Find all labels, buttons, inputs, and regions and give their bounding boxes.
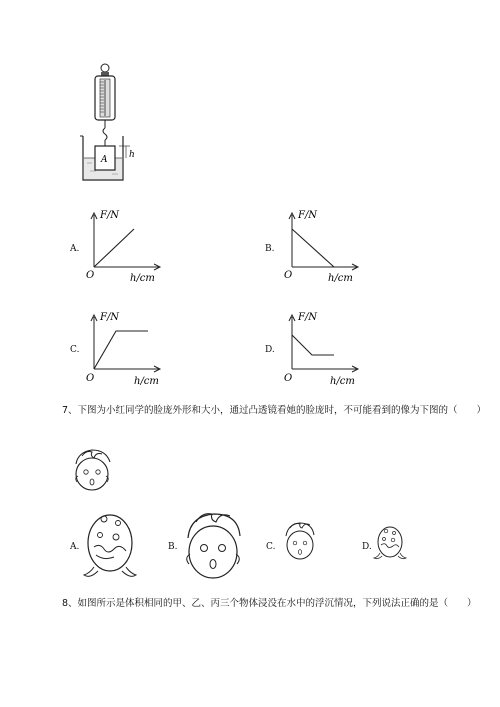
q7-option-c: C. (266, 542, 276, 552)
graph-b-y-label: F/N (298, 210, 318, 221)
graph-a-option: A. (70, 244, 80, 254)
reference-face-image (68, 446, 116, 494)
block-label: A (101, 155, 108, 165)
q7-face-a-image (78, 505, 142, 583)
graph-a-y-label: F/N (100, 210, 120, 221)
graph-c (86, 307, 166, 387)
q7-face-b-image (180, 508, 246, 584)
graph-a-x-label: h/cm (130, 273, 155, 284)
graph-b-origin: O (284, 270, 293, 281)
graph-a (86, 205, 166, 285)
q7-option-b: B. (168, 542, 178, 552)
graph-d-y-label: F/N (298, 312, 318, 323)
q7-option-d: D. (362, 542, 372, 552)
graph-c-y-label: F/N (100, 312, 120, 323)
q7-option-a: A. (70, 542, 80, 552)
graph-d-x-label: h/cm (330, 376, 355, 387)
graph-d (284, 307, 364, 387)
graph-b-option: B. (265, 244, 275, 254)
graph-c-option: C. (70, 345, 80, 355)
graph-a-origin: O (86, 270, 95, 281)
spring-scale-apparatus (78, 62, 138, 190)
graph-d-origin: O (284, 373, 293, 384)
graph-b (284, 205, 364, 285)
graph-c-x-label: h/cm (134, 376, 159, 387)
depth-label: h (129, 150, 135, 160)
q7-face-c-image (280, 520, 320, 564)
graph-d-option: D. (265, 345, 275, 355)
graph-c-origin: O (86, 373, 95, 384)
question-7-text: 7、下图为小红同学的脸庞外形和大小，通过凸透镜看她的脸庞时，不可能看到的像为下图的（ ） (62, 405, 487, 416)
graph-b-x-label: h/cm (328, 273, 353, 284)
question-8-text: 8、如图所示是体积相同的甲、乙、丙三个物体浸没在水中的浮沉情况，下列说法正确的是（ ） (62, 598, 477, 609)
q7-face-d-image (372, 522, 408, 564)
